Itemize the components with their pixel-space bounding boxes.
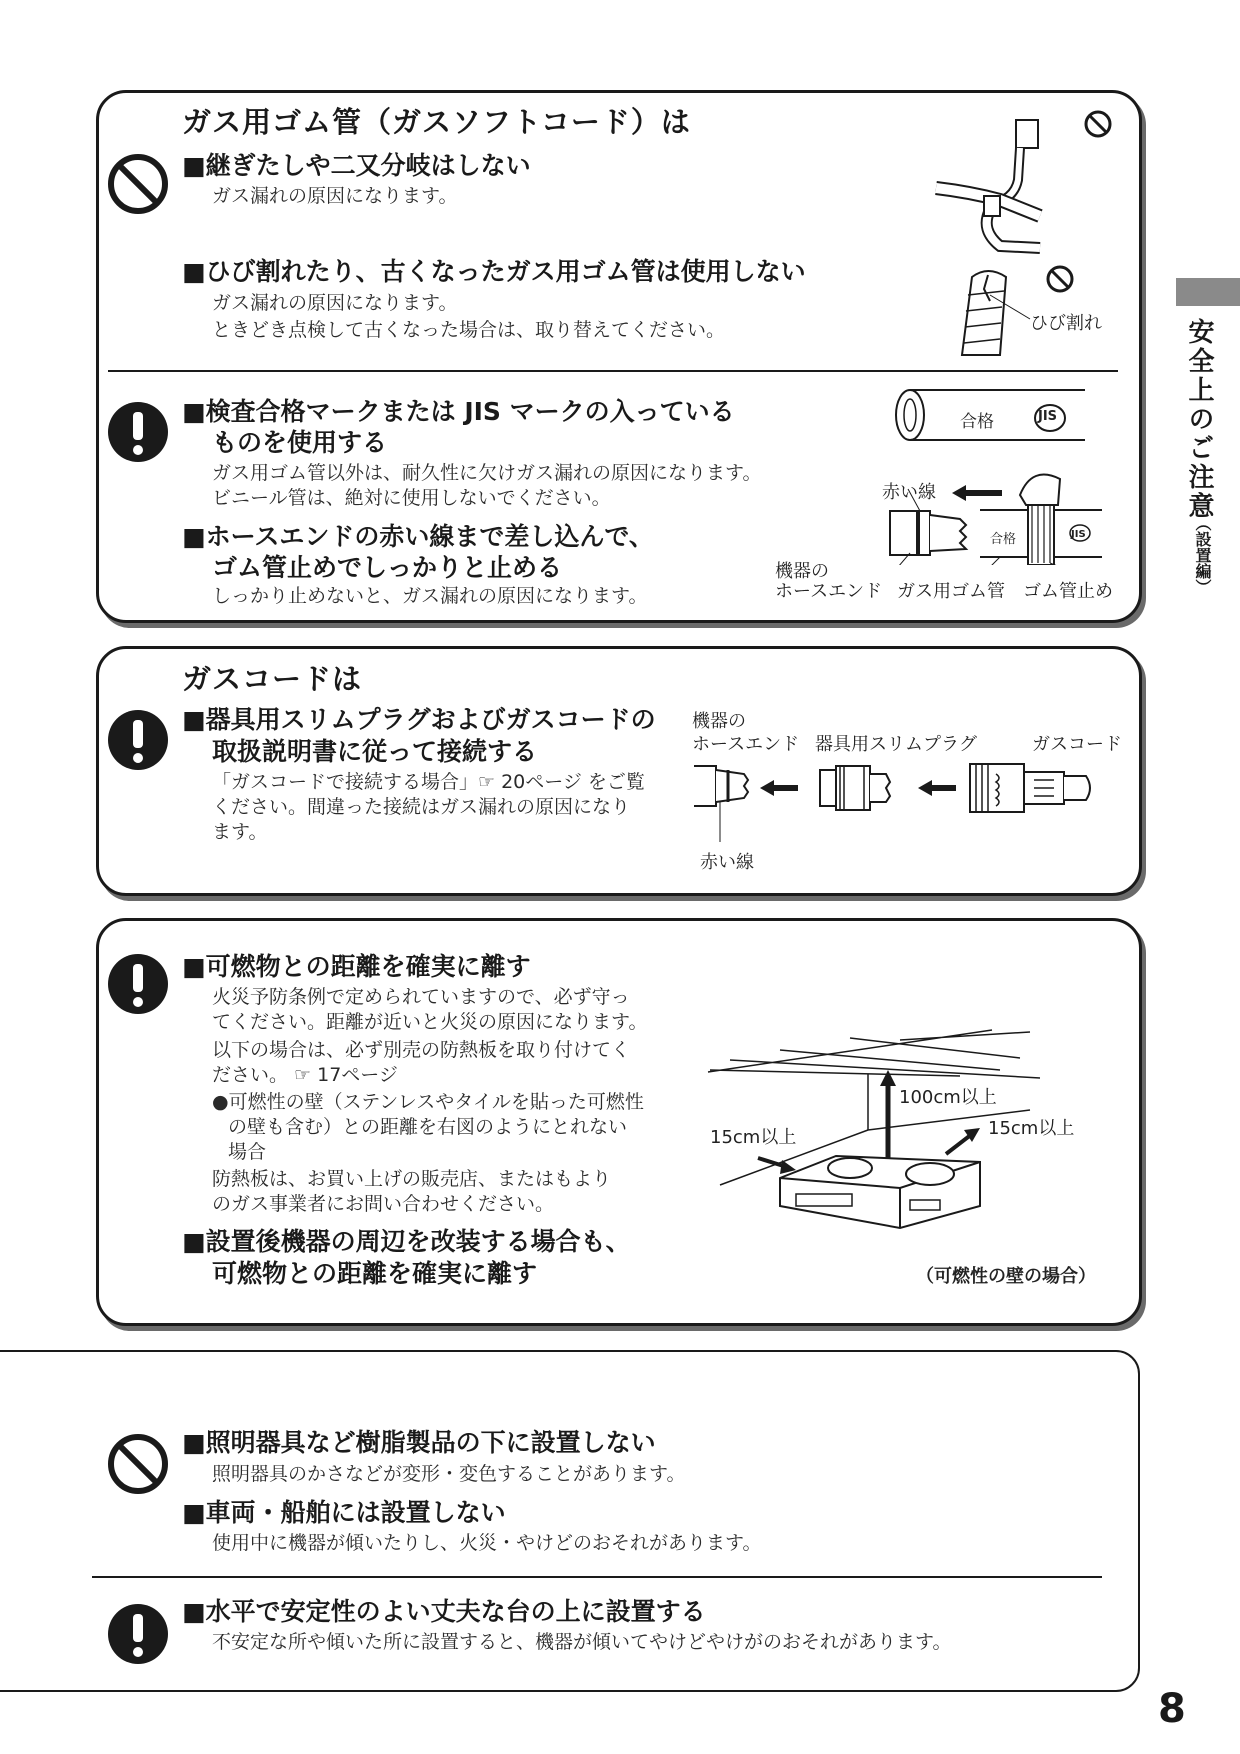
item-heading: ■照明器具など樹脂製品の下に設置しない — [182, 1428, 656, 1457]
item-heading: ■ひび割れたり、古くなったガス用ゴム管は使用しない — [182, 257, 806, 286]
item-heading: 可燃物との距離を確実に離す — [212, 1259, 538, 1288]
section-title: ガス用ゴム管（ガスソフトコード）は — [182, 105, 691, 139]
hose-end-label: 機器の — [775, 561, 829, 582]
item-heading: ■設置後機器の周辺を改装する場合も、 — [182, 1227, 631, 1256]
red-line-label: 赤い線 — [882, 482, 936, 503]
side-tab-title: 安全上のご注意 — [1184, 318, 1214, 521]
item-text: のガス事業者にお問い合わせください。 — [212, 1193, 555, 1215]
prohibition-icon — [106, 152, 170, 216]
item-text: ときどき点検して古くなった場合は、取り替えてください。 — [212, 319, 726, 341]
item-text: ください。間違った接続はガス漏れの原因になり — [212, 796, 631, 818]
item-text: ガス漏れの原因になります。 — [212, 185, 458, 207]
item-heading: ■車両・船舶には設置しない — [182, 1498, 506, 1527]
figure-caption: （可燃性の壁の場合） — [916, 1266, 1096, 1287]
item-heading: 取扱説明書に従って接続する — [212, 737, 538, 766]
mandatory-icon — [106, 708, 170, 772]
pass-mark-label: 合格 — [960, 412, 994, 432]
bullet-text: ●可燃性の壁（ステンレスやタイルを貼った可燃性 — [212, 1091, 644, 1113]
item-heading: ■可燃物との距離を確実に離す — [182, 952, 531, 981]
branched-hose-illustration — [930, 100, 1130, 260]
item-text: ださい。 ☞ 17ページ — [212, 1064, 398, 1086]
side-tab-marker — [1176, 278, 1240, 306]
item-text: ガス漏れの原因になります。 — [212, 292, 458, 314]
cracked-hose-illustration — [960, 255, 1080, 360]
item-text: 不安定な所や傾いた所に設置すると、機器が傾いてやけどやけがのおそれがあります。 — [212, 1631, 952, 1653]
bullet-text: 場合 — [228, 1141, 267, 1163]
gas-tube-label: ガス用ゴム管 — [897, 581, 1005, 602]
hose-end-label: 機器の — [692, 711, 746, 732]
section-divider — [108, 370, 1118, 372]
item-heading: ■ホースエンドの赤い線まで差し込んで、 — [182, 522, 654, 551]
top-clearance-label: 100cm以上 — [899, 1087, 997, 1108]
slim-plug-label: 器具用スリムプラグ — [815, 734, 977, 755]
item-text: ガス用ゴム管以外は、耐久性に欠けガス漏れの原因になります。 — [212, 462, 762, 484]
page-number: 8 — [1158, 1686, 1186, 1732]
left-clearance-label: 15cm以上 — [710, 1127, 797, 1148]
item-text: 使用中に機器が傾いたりし、火災・やけどのおそれがあります。 — [212, 1532, 762, 1554]
item-heading: ■水平で安定性のよい丈夫な台の上に設置する — [182, 1597, 706, 1626]
item-text: ビニール管は、絶対に使用しないでください。 — [212, 487, 611, 509]
item-text: しっかり止めないと、ガス漏れの原因になります。 — [212, 585, 648, 607]
item-heading: ■検査合格マークまたは JIS マークの入っている — [182, 397, 735, 426]
item-text: 照明器具のかさなどが変形・変色することがあります。 — [212, 1463, 686, 1485]
mandatory-icon — [106, 952, 170, 1016]
gas-cord-label: ガスコード — [1032, 734, 1122, 755]
item-text: 防熱板は、お買い上げの販売店、またはもより — [212, 1168, 612, 1190]
red-line-label: 赤い線 — [700, 852, 754, 873]
hose-end-label: ホースエンド — [692, 734, 800, 755]
item-heading: ■器具用スリムプラグおよびガスコードの — [182, 705, 656, 734]
jis-mark-label: JIS — [1038, 409, 1058, 424]
side-tab-subtitle: （設置編） — [1193, 515, 1212, 595]
pass-mark-small-label: 合格 — [990, 532, 1017, 547]
item-text: 「ガスコードで接続する場合」☞ 20ページ をご覧 — [212, 771, 645, 793]
mandatory-icon — [106, 400, 170, 464]
item-text: てください。距離が近いと火災の原因になります。 — [212, 1011, 648, 1033]
item-heading: ゴム管止めでしっかりと止める — [212, 553, 563, 582]
section-divider — [92, 1576, 1102, 1578]
hose-end-label: ホースエンド — [775, 581, 883, 602]
bullet-text: の壁も含む）との距離を右図のようにとれない — [228, 1116, 628, 1138]
plug-connection-illustration — [690, 752, 1110, 847]
right-clearance-label: 15cm以上 — [988, 1118, 1075, 1139]
item-text: ます。 — [212, 821, 268, 843]
prohibition-icon — [106, 1432, 170, 1496]
item-heading: ものを使用する — [212, 428, 388, 457]
clamp-label: ゴム管止め — [1023, 581, 1113, 602]
item-text: 以下の場合は、必ず別売の防熱板を取り付けてく — [212, 1039, 631, 1061]
item-heading: ■継ぎたしや二又分岐はしない — [182, 151, 531, 180]
crack-label: ひび割れ — [1030, 313, 1102, 334]
section-title: ガスコードは — [182, 662, 363, 696]
item-text: 火災予防条例で定められていますので、必ず守っ — [212, 986, 630, 1008]
mandatory-icon — [106, 1602, 170, 1666]
jis-mark-small-label: JIS — [1071, 529, 1086, 540]
